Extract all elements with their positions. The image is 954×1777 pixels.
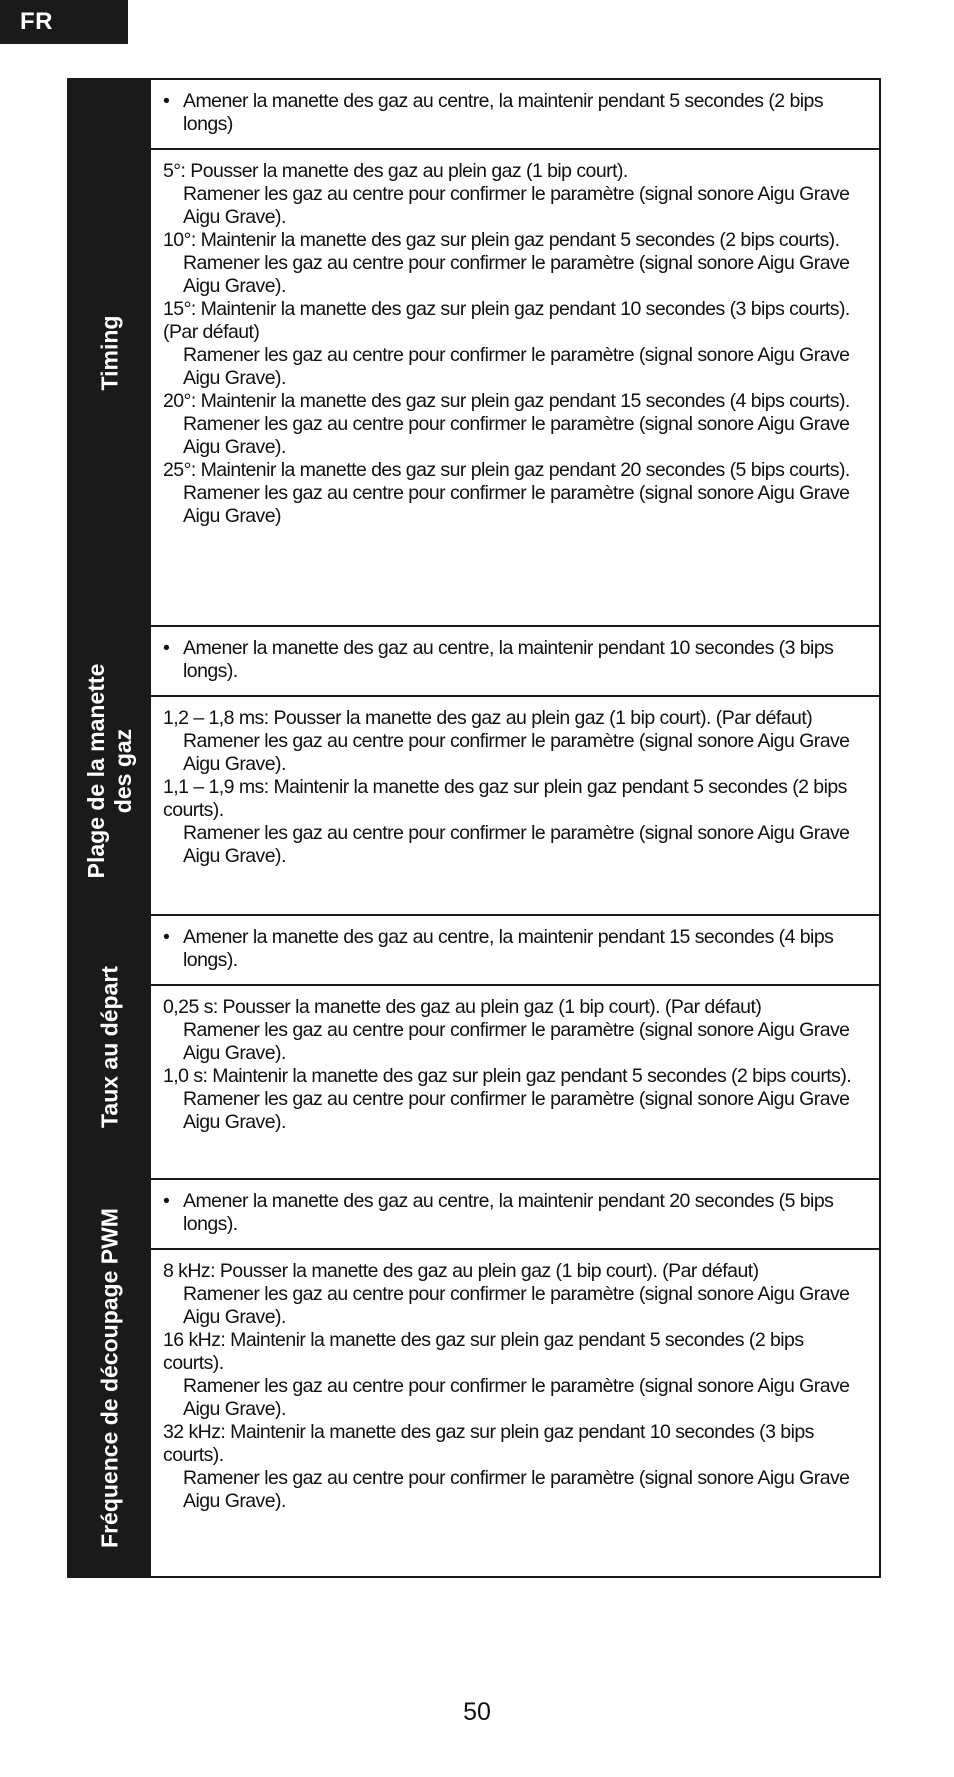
bullet-icon: • (163, 926, 170, 948)
section-label-text (83, 663, 137, 878)
section-body (151, 1180, 879, 1576)
language-code: FR (20, 8, 53, 35)
section-label-throttle-range (69, 627, 151, 914)
options-list (151, 1250, 879, 1519)
section-label-pwm-frequency (69, 1180, 151, 1576)
confirm-line: Ramener les gaz au centre pour confirmer le paramètre (signal sonore Aigu Grave Aigu Grave) (183, 482, 850, 527)
option-line: 32 kHz: Maintenir la manette des gaz sur plein gaz pendant 10 secondes (3 bips courts). (163, 1421, 814, 1466)
confirm-line: Ramener les gaz au centre pour confirmer le paramètre (signal sonore Aigu Grave Aigu Grave). (183, 183, 850, 228)
confirm-line: Ramener les gaz au centre pour confirmer le paramètre (signal sonore Aigu Grave Aigu Grave). (183, 730, 850, 775)
confirm-line: Ramener les gaz au centre pour confirmer le paramètre (signal sonore Aigu Grave Aigu Grave). (183, 413, 850, 458)
confirm-line: Ramener les gaz au centre pour confirmer le paramètre (signal sonore Aigu Grave Aigu Grave). (183, 344, 850, 389)
section-pwm-frequency (69, 1178, 879, 1576)
option-line: 1,2 – 1,8 ms: Pousser la manette des gaz au plein gaz (1 bip court). (Par défaut) (163, 707, 813, 729)
entry-instruction (151, 80, 879, 150)
entry-instruction (151, 916, 879, 986)
confirm-line: Ramener les gaz au centre pour confirmer le paramètre (signal sonore Aigu Grave Aigu Grave). (183, 1088, 850, 1133)
option-line: 10°: Maintenir la manette des gaz sur plein gaz pendant 5 secondes (2 bips courts). (163, 229, 840, 251)
section-start-rate (69, 914, 879, 1178)
instruction-text: Amener la manette des gaz au centre, la maintenir pendant 10 secondes (3 bips longs). (183, 637, 834, 682)
section-label-timing (69, 80, 151, 625)
page-number: 50 (463, 1698, 491, 1726)
option-line: 5°: Pousser la manette des gaz au plein gaz (1 bip court). (163, 160, 628, 182)
entry-instruction (151, 1180, 879, 1250)
section-label-start-rate (69, 916, 151, 1178)
section-label-text: Fréquence de découpage PWM (96, 1208, 123, 1548)
options-list (151, 150, 879, 534)
section-label-line: Plage de la manette (83, 663, 109, 878)
confirm-line: Ramener les gaz au centre pour confirmer le paramètre (signal sonore Aigu Grave Aigu Grave). (183, 1283, 850, 1328)
option-line: 20°: Maintenir la manette des gaz sur plein gaz pendant 15 secondes (4 bips courts). (163, 390, 850, 412)
options-list (151, 697, 879, 874)
confirm-line: Ramener les gaz au centre pour confirmer le paramètre (signal sonore Aigu Grave Aigu Grave). (183, 822, 850, 867)
section-body (151, 916, 879, 1178)
entry-instruction (151, 627, 879, 697)
option-line: 16 kHz: Maintenir la manette des gaz sur plein gaz pendant 5 secondes (2 bips courts). (163, 1329, 804, 1374)
instruction-text: Amener la manette des gaz au centre, la maintenir pendant 20 secondes (5 bips longs). (183, 1190, 834, 1235)
confirm-line: Ramener les gaz au centre pour confirmer le paramètre (signal sonore Aigu Grave Aigu Grave). (183, 252, 850, 297)
section-body (151, 80, 879, 625)
option-line: 1,0 s: Maintenir la manette des gaz sur plein gaz pendant 5 secondes (2 bips courts). (163, 1065, 852, 1087)
bullet-icon: • (163, 1190, 170, 1212)
section-label-text: Taux au départ (96, 966, 123, 1128)
confirm-line: Ramener les gaz au centre pour confirmer le paramètre (signal sonore Aigu Grave Aigu Grave). (183, 1375, 850, 1420)
option-line: 1,1 – 1,9 ms: Maintenir la manette des gaz sur plein gaz pendant 5 secondes (2 bips courts). (163, 776, 847, 821)
language-tab (0, 0, 128, 44)
section-label-text: Timing (96, 315, 123, 390)
option-line: 15°: Maintenir la manette des gaz sur plein gaz pendant 10 secondes (3 bips courts). (Par défaut) (163, 298, 850, 343)
instruction-text: Amener la manette des gaz au centre, la maintenir pendant 15 secondes (4 bips longs). (183, 926, 834, 971)
section-throttle-range (69, 625, 879, 914)
settings-table (67, 78, 881, 1578)
section-timing (69, 80, 879, 625)
options-list (151, 986, 879, 1140)
option-line: 25°: Maintenir la manette des gaz sur plein gaz pendant 20 secondes (5 bips courts). (163, 459, 850, 481)
option-line: 8 kHz: Pousser la manette des gaz au plein gaz (1 bip court). (Par défaut) (163, 1260, 759, 1282)
instruction-text: Amener la manette des gaz au centre, la maintenir pendant 5 secondes (2 bips longs) (183, 90, 824, 135)
bullet-icon: • (163, 637, 170, 659)
section-label-line: des gaz (110, 728, 136, 813)
confirm-line: Ramener les gaz au centre pour confirmer le paramètre (signal sonore Aigu Grave Aigu Grave). (183, 1019, 850, 1064)
option-line: 0,25 s: Pousser la manette des gaz au plein gaz (1 bip court). (Par défaut) (163, 996, 762, 1018)
confirm-line: Ramener les gaz au centre pour confirmer le paramètre (signal sonore Aigu Grave Aigu Grave). (183, 1467, 850, 1512)
bullet-icon: • (163, 90, 170, 112)
section-body (151, 627, 879, 914)
